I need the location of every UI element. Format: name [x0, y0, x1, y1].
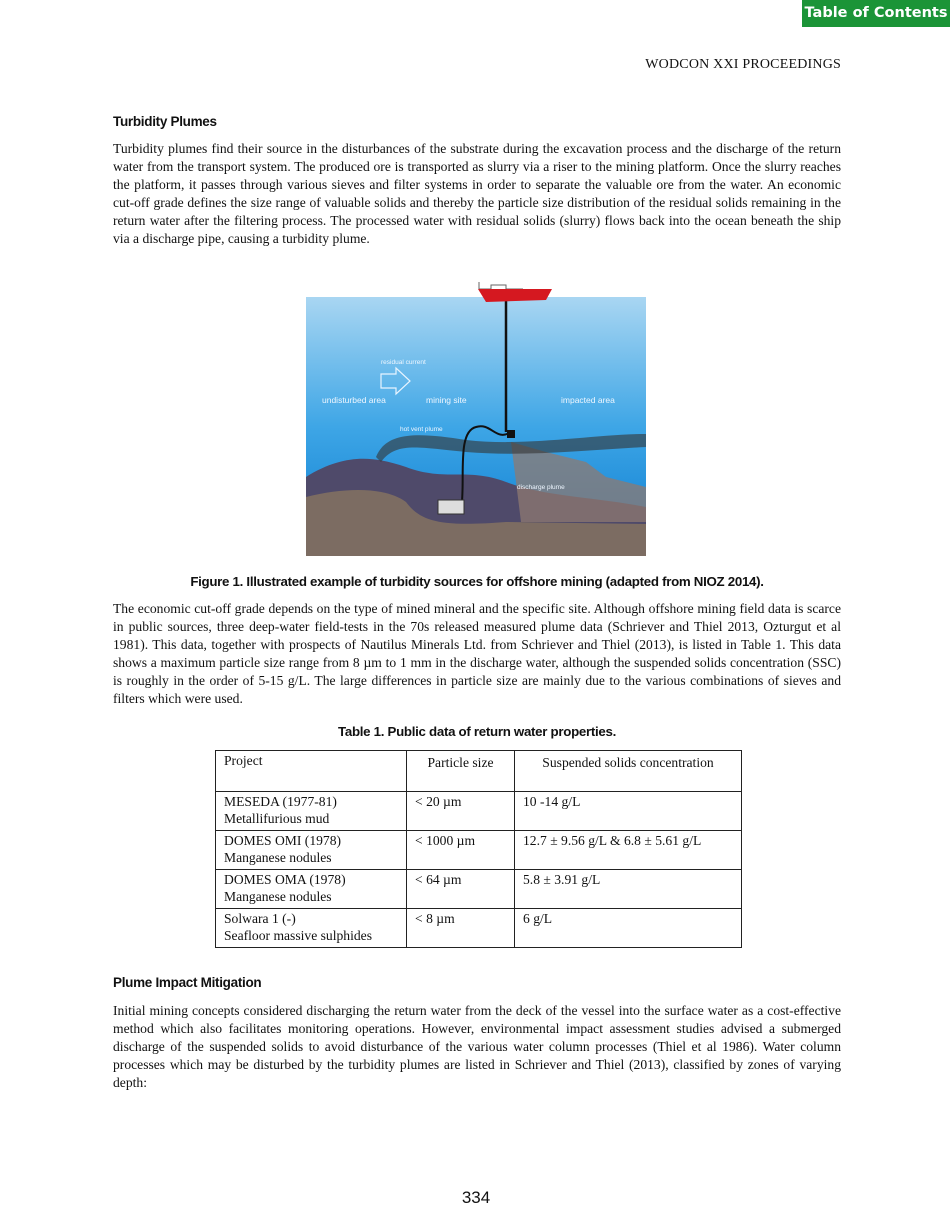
ship-superstructure — [479, 282, 523, 289]
paragraph-cutoff-grade: The economic cut-off grade depends on the type of mined mineral and the specific site. Although offshore mining field data is scarce in public sources, three deep-water field-tests in the 70s released measured plume data (Schriever and Thiel 2013, Ozturgut et al 1981). This data, together with prospects of Nautilus Minerals Ltd. from Schriever and Thiel (2013), is listed in Table 1. This data shows a maximum particle size range from 8 µm to 1 mm in the discharge water, although the suspended solids concentration (SSC) is roughly in the order of 5-15 g/L. The large differences in particle size are mainly due to the various combinations of sieves and filters which were used. — [113, 601, 841, 706]
table-row — [216, 909, 742, 948]
running-header: WODCON XXI PROCEEDINGS — [645, 57, 841, 72]
project-type: Metallifurious mud — [224, 811, 330, 826]
table-row — [216, 792, 742, 831]
project-name: DOMES OMA (1978) — [224, 872, 346, 887]
project-type: Manganese nodules — [224, 889, 332, 904]
return-water-table — [215, 750, 742, 948]
table-of-contents-button[interactable]: Table of Contents — [802, 0, 950, 27]
project-type: Seafloor massive sulphides — [224, 928, 372, 943]
section-heading-turbidity-plumes: Turbidity Plumes — [113, 114, 217, 129]
label-impacted-area: impacted area — [561, 395, 615, 405]
figure-turbidity-illustration — [306, 282, 646, 556]
label-mining-site: mining site — [426, 395, 467, 405]
header-particle-size: Particle size — [407, 751, 515, 792]
paragraph-mitigation: Initial mining concepts considered discharging the return water from the deck of the vessel into the surface water as a cost-effective method which also facilitates monitoring operations. However, environmental impact assessment studies advised a submerged discharge of the suspended solids to avoid disturbance of the various water column processes (Thiel et al 1986). Water column processes which may be disturbed by the turbidity plumes are listed in Schriever and Thiel (2013), classified by zones of varying depth: — [113, 1003, 841, 1090]
project-type: Manganese nodules — [224, 850, 332, 865]
header-ssc: Suspended solids concentration — [515, 751, 742, 792]
ssc-value: 12.7 ± 9.56 g/L & 6.8 ± 5.61 g/L — [515, 831, 742, 870]
ssc-value: 6 g/L — [515, 909, 742, 948]
particle-size: < 1000 µm — [407, 831, 515, 870]
page-number: 334 — [461, 1188, 491, 1207]
ssc-value: 5.8 ± 3.91 g/L — [515, 870, 742, 909]
figure-caption: Figure 1. Illustrated example of turbidity sources for offshore mining (adapted from NIOZ 2014). — [190, 574, 764, 589]
table-header-row — [216, 751, 742, 792]
table-caption: Table 1. Public data of return water properties. — [338, 724, 616, 739]
table-row — [216, 870, 742, 909]
project-name: MESEDA (1977-81) — [224, 794, 337, 809]
table-row — [216, 831, 742, 870]
label-undisturbed-area: undisturbed area — [322, 395, 386, 405]
project-name: DOMES OMI (1978) — [224, 833, 342, 848]
label-residual-current: residual current — [381, 359, 426, 366]
label-hot-vent-plume: hot vent plume — [400, 426, 443, 433]
particle-size: < 64 µm — [407, 870, 515, 909]
particle-size: < 20 µm — [407, 792, 515, 831]
label-discharge-plume: discharge plume — [517, 484, 565, 491]
ship-icon — [478, 289, 552, 302]
header-project: Project — [216, 751, 407, 792]
paragraph-turbidity: Turbidity plumes find their source in the disturbances of the substrate during the excavation process and the discharge of the return water from the transport system. The produced ore is transported as slurry via a riser to the mining platform. Once the slurry reaches the platform, it passes through various sieves and filter systems in order to separate the valuable ore from the water. An economic cut-off grade defines the size range of valuable solids and thereby the particle size distribution of the residual solids remaining in the return water after the filtering process. The processed water with residual solids (slurry) flows back into the ocean beneath the ship via a discharge pipe, causing a turbidity plume. — [113, 141, 841, 246]
project-name: Solwara 1 (-) — [224, 911, 296, 926]
ssc-value: 10 -14 g/L — [515, 792, 742, 831]
mining-vehicle — [438, 500, 464, 514]
particle-size: < 8 µm — [407, 909, 515, 948]
section-heading-plume-impact: Plume Impact Mitigation — [113, 975, 262, 990]
